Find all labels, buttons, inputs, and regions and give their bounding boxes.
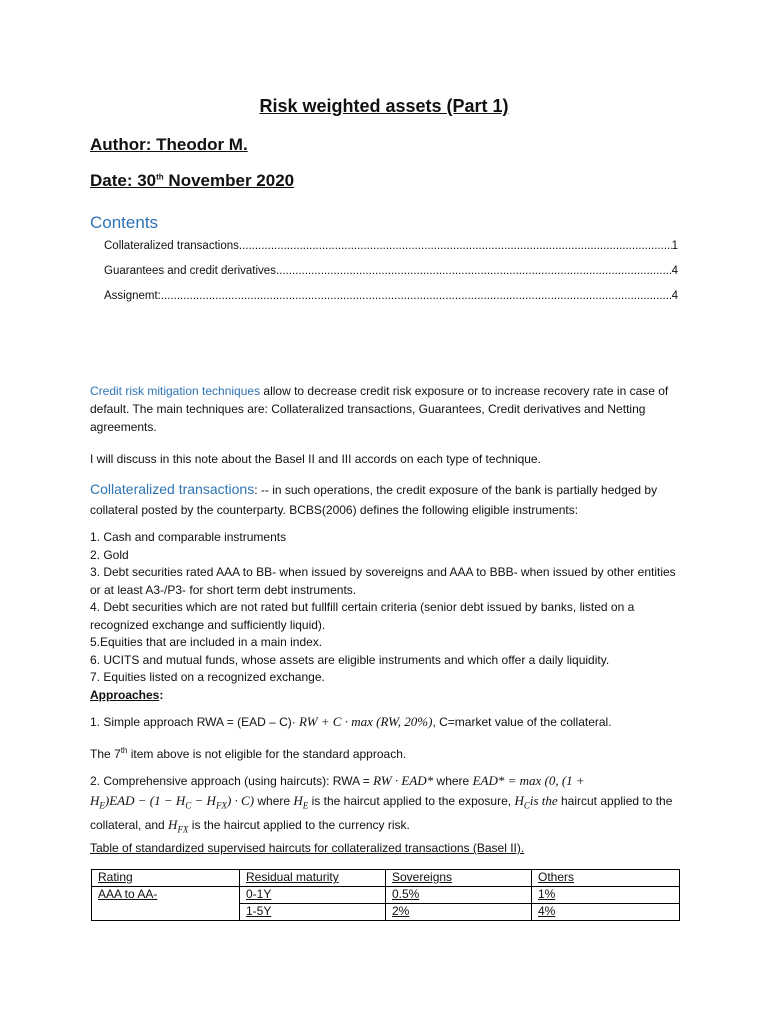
table-caption: Table of standardized supervised haircuts for collateralized transactions (Basel II). <box>90 841 525 855</box>
comp-formula: − H <box>191 793 216 808</box>
toc-leader <box>276 265 672 277</box>
document-title: Risk weighted assets (Part 1) <box>259 96 509 116</box>
simple-prefix: 1. Simple approach RWA = (EAD – C)· <box>90 715 296 729</box>
comp-sub: C <box>185 800 192 811</box>
table-header-cell: Rating <box>92 870 240 887</box>
toc-leader <box>161 290 672 302</box>
table-cell: 0-1Y <box>240 887 386 904</box>
toc-entry-label: Collateralized transactions <box>104 240 239 252</box>
contents-heading: Contents <box>90 213 159 232</box>
comp-formula: H <box>168 817 178 833</box>
comp-formula: ) · C) <box>226 793 255 808</box>
comp-sub: C <box>523 800 530 811</box>
comp-text: haircut applied to the collateral, and <box>90 794 673 833</box>
table-cell: AAA to AA- <box>92 887 240 904</box>
comp-text: where <box>254 794 294 808</box>
table-cell: 0.5% <box>386 887 532 904</box>
comp-text: is the haircut applied to the currency risk. <box>188 818 410 833</box>
toc-entry-label: Assignemt: <box>104 290 161 302</box>
table-cell: 2% <box>386 904 532 921</box>
date-sup: th <box>156 172 164 182</box>
toc-entry-page: 4 <box>671 265 678 277</box>
list-item: 3. Debt securities rated AAA to BB- when issued by sovereigns and AAA to BBB- when issued by other entities or at least A3-/P3- for short term debt instruments. <box>90 565 676 597</box>
table-header-cell: Residual maturity <box>240 870 386 887</box>
collateral-heading: Collateralized transactions <box>90 481 255 497</box>
author-line: Author: Theodor M. <box>90 135 248 154</box>
approaches-heading: Approaches <box>90 687 160 702</box>
toc-entry-assignment[interactable] <box>104 290 678 302</box>
intro-highlight: Credit risk mitigation techniques <box>90 384 261 398</box>
toc-entry-collateralized[interactable] <box>104 240 678 252</box>
comp-sub: E <box>302 800 309 811</box>
comp-formula: H <box>90 793 100 808</box>
comp-text: where <box>433 774 473 788</box>
list-item: 7. Equities listed on a recognized exchange. <box>90 670 325 684</box>
collateral-paragraph <box>90 479 680 520</box>
comp-sub: E <box>99 800 105 811</box>
seventh-sup: th <box>120 746 128 755</box>
instrument-list <box>90 529 680 704</box>
intro-text: allow to decrease credit risk exposure or to increase recovery rate in case of default. The main techniques are: Collateralized transactions, Guarantees, Credit derivatives and Netting agreements. <box>90 384 669 434</box>
haircut-table <box>91 869 680 921</box>
simple-formula: RW + C · max (RW, 20%) <box>295 714 433 729</box>
intro-paragraph <box>90 382 680 436</box>
list-item: 6. UCITS and mutual funds, whose assets are eligible instruments and which offer a daily liquidity. <box>90 652 610 667</box>
seventh-note <box>90 742 680 763</box>
toc-entry-label: Guarantees and credit derivatives <box>104 265 276 277</box>
collateral-text: : -- in such operations, the credit exposure of the bank is partially hedged by collateral posted by the counterparty. BCBS(2006) defines the following eligible instruments: <box>90 483 658 517</box>
table-row <box>92 904 680 921</box>
table-header-cell: Others <box>532 870 680 887</box>
discuss-paragraph: I will discuss in this note about the Basel II and III accords on each type of technique. <box>90 452 541 466</box>
simple-approach <box>90 713 680 731</box>
table-cell <box>92 904 240 921</box>
comp-sub: FX <box>215 800 227 811</box>
approaches-heading-line <box>90 687 680 705</box>
seventh-prefix: The 7 <box>90 747 121 761</box>
table-header-cell: Sovereigns <box>386 870 532 887</box>
list-item: 4. Debt securities which are not rated but fullfill certain criteria (senior debt issued by banks, listed on a recognized exchange and sufficiently liquid). <box>90 600 635 632</box>
comp-formula: )EAD − (1 − H <box>104 793 186 808</box>
toc-leader <box>239 240 672 252</box>
table-cell: 4% <box>532 904 680 921</box>
comp-formula: RW · EAD* <box>373 773 434 788</box>
seventh-suffix: item above is not eligible for the standard approach. <box>127 747 407 761</box>
table-header-row <box>92 870 680 887</box>
toc-entry-page: 4 <box>671 290 678 302</box>
comp-formula: is the <box>529 793 558 808</box>
table-cell: 1% <box>532 887 680 904</box>
list-item: 2. Gold <box>90 547 129 562</box>
date-suffix: November 2020 <box>163 171 295 190</box>
toc-entry-guarantees[interactable] <box>104 265 678 277</box>
simple-suffix: , C=market value of the collateral. <box>432 715 612 729</box>
comp-sub: FX <box>177 824 189 835</box>
date-line <box>90 171 294 191</box>
list-item: 5.Equities that are included in a main index. <box>90 635 323 649</box>
table-cell: 1-5Y <box>240 904 386 921</box>
table-row <box>92 887 680 904</box>
comp-formula: EAD* = max (0, (1 + <box>472 773 585 788</box>
comp-formula: H <box>293 793 303 808</box>
comp-text: is the haircut applied to the exposure, <box>308 794 515 808</box>
list-item: 1. Cash and comparable instruments <box>90 530 287 544</box>
date-prefix: Date: 30 <box>90 171 157 190</box>
approaches-colon: : <box>159 687 164 702</box>
comp-text: 2. Comprehensive approach (using haircuts): RWA = <box>90 774 374 788</box>
toc-entry-page: 1 <box>671 240 678 252</box>
comprehensive-approach <box>90 771 680 840</box>
comp-formula: H <box>514 793 524 808</box>
